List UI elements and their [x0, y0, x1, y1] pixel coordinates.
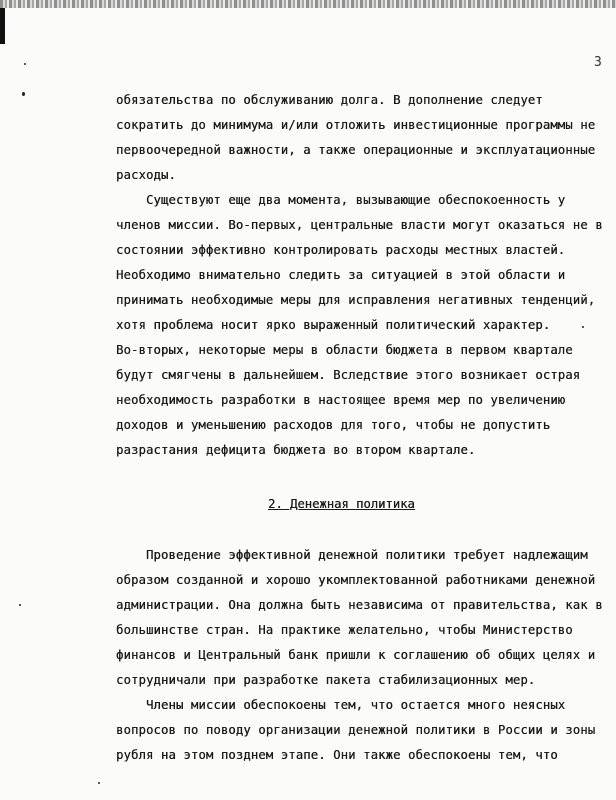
- scan-speck: [24, 63, 26, 65]
- paragraph-monetary-policy: [116, 543, 603, 768]
- text-line: сократить до минимума и/или отложить инвестиционные программы не: [116, 118, 596, 132]
- text-line: доходов и уменьшению расходов для того, чтобы не допустить: [116, 418, 551, 432]
- text-line: рубля на этом позднем этапе. Они также обеспокоены тем, что: [116, 748, 558, 762]
- text-line: первоочередной важности, а также операционные и эксплуатационные: [116, 143, 596, 157]
- text-line: будут смягчены в дальнейшем. Вследствие этого возникает острая: [116, 368, 581, 382]
- text-line: Необходимо внимательно следить за ситуацией в этой области и: [116, 268, 566, 282]
- scan-top-edge: [0, 0, 616, 8]
- scan-left-edge-mark: [0, 8, 5, 44]
- text-line: Существуют еще два момента, вызывающие обеспокоенность у: [116, 193, 566, 207]
- paragraph-debt-obligations: [116, 88, 596, 188]
- section-heading: 2. Денежная политика: [268, 497, 415, 511]
- text-line: Во-вторых, некоторые меры в области бюджета в первом квартале: [116, 343, 573, 357]
- scan-speck: [98, 782, 100, 784]
- text-line: финансов и Центральный банк пришли к соглашению об общих целях и: [116, 648, 596, 662]
- text-line: необходимость разработки в настоящее время мер по увеличению: [116, 393, 566, 407]
- text-line: вопросов по поводу организации денежной политики в России и зоны: [116, 723, 596, 737]
- scan-speck: [19, 604, 21, 606]
- scan-speck: [22, 92, 25, 96]
- text-line: членов миссии. Во-первых, центральные власти могут оказаться не в: [116, 218, 603, 232]
- text-line: состоянии эффективно контролировать расходы местных властей.: [116, 243, 566, 257]
- text-line: Проведение эффективной денежной политики требует надлежащим: [116, 548, 588, 562]
- text-line: хотя проблема носит ярко выраженный политический характер.: [116, 318, 551, 332]
- text-line: Члены миссии обеспокоены тем, что остается много неясных: [116, 698, 566, 712]
- text-line: администрации. Она должна быть независима от правительства, как в: [116, 598, 603, 612]
- text-line: разрастания дефицита бюджета во втором квартале.: [116, 443, 476, 457]
- paragraph-mission-concerns: [116, 188, 603, 463]
- text-line: расходы.: [116, 168, 176, 182]
- text-line: образом созданной и хорошо укомплектованной работниками денежной: [116, 573, 596, 587]
- page-number: 3: [594, 55, 602, 70]
- text-line: обязательства по обслуживанию долга. В дополнение следует: [116, 93, 543, 107]
- text-line: большинстве стран. На практике желательно, чтобы Министерство: [116, 623, 573, 637]
- text-line: принимать необходимые меры для исправления негативных тенденций,: [116, 293, 596, 307]
- text-line: сотрудничали при разработке пакета стабилизационных мер.: [116, 673, 536, 687]
